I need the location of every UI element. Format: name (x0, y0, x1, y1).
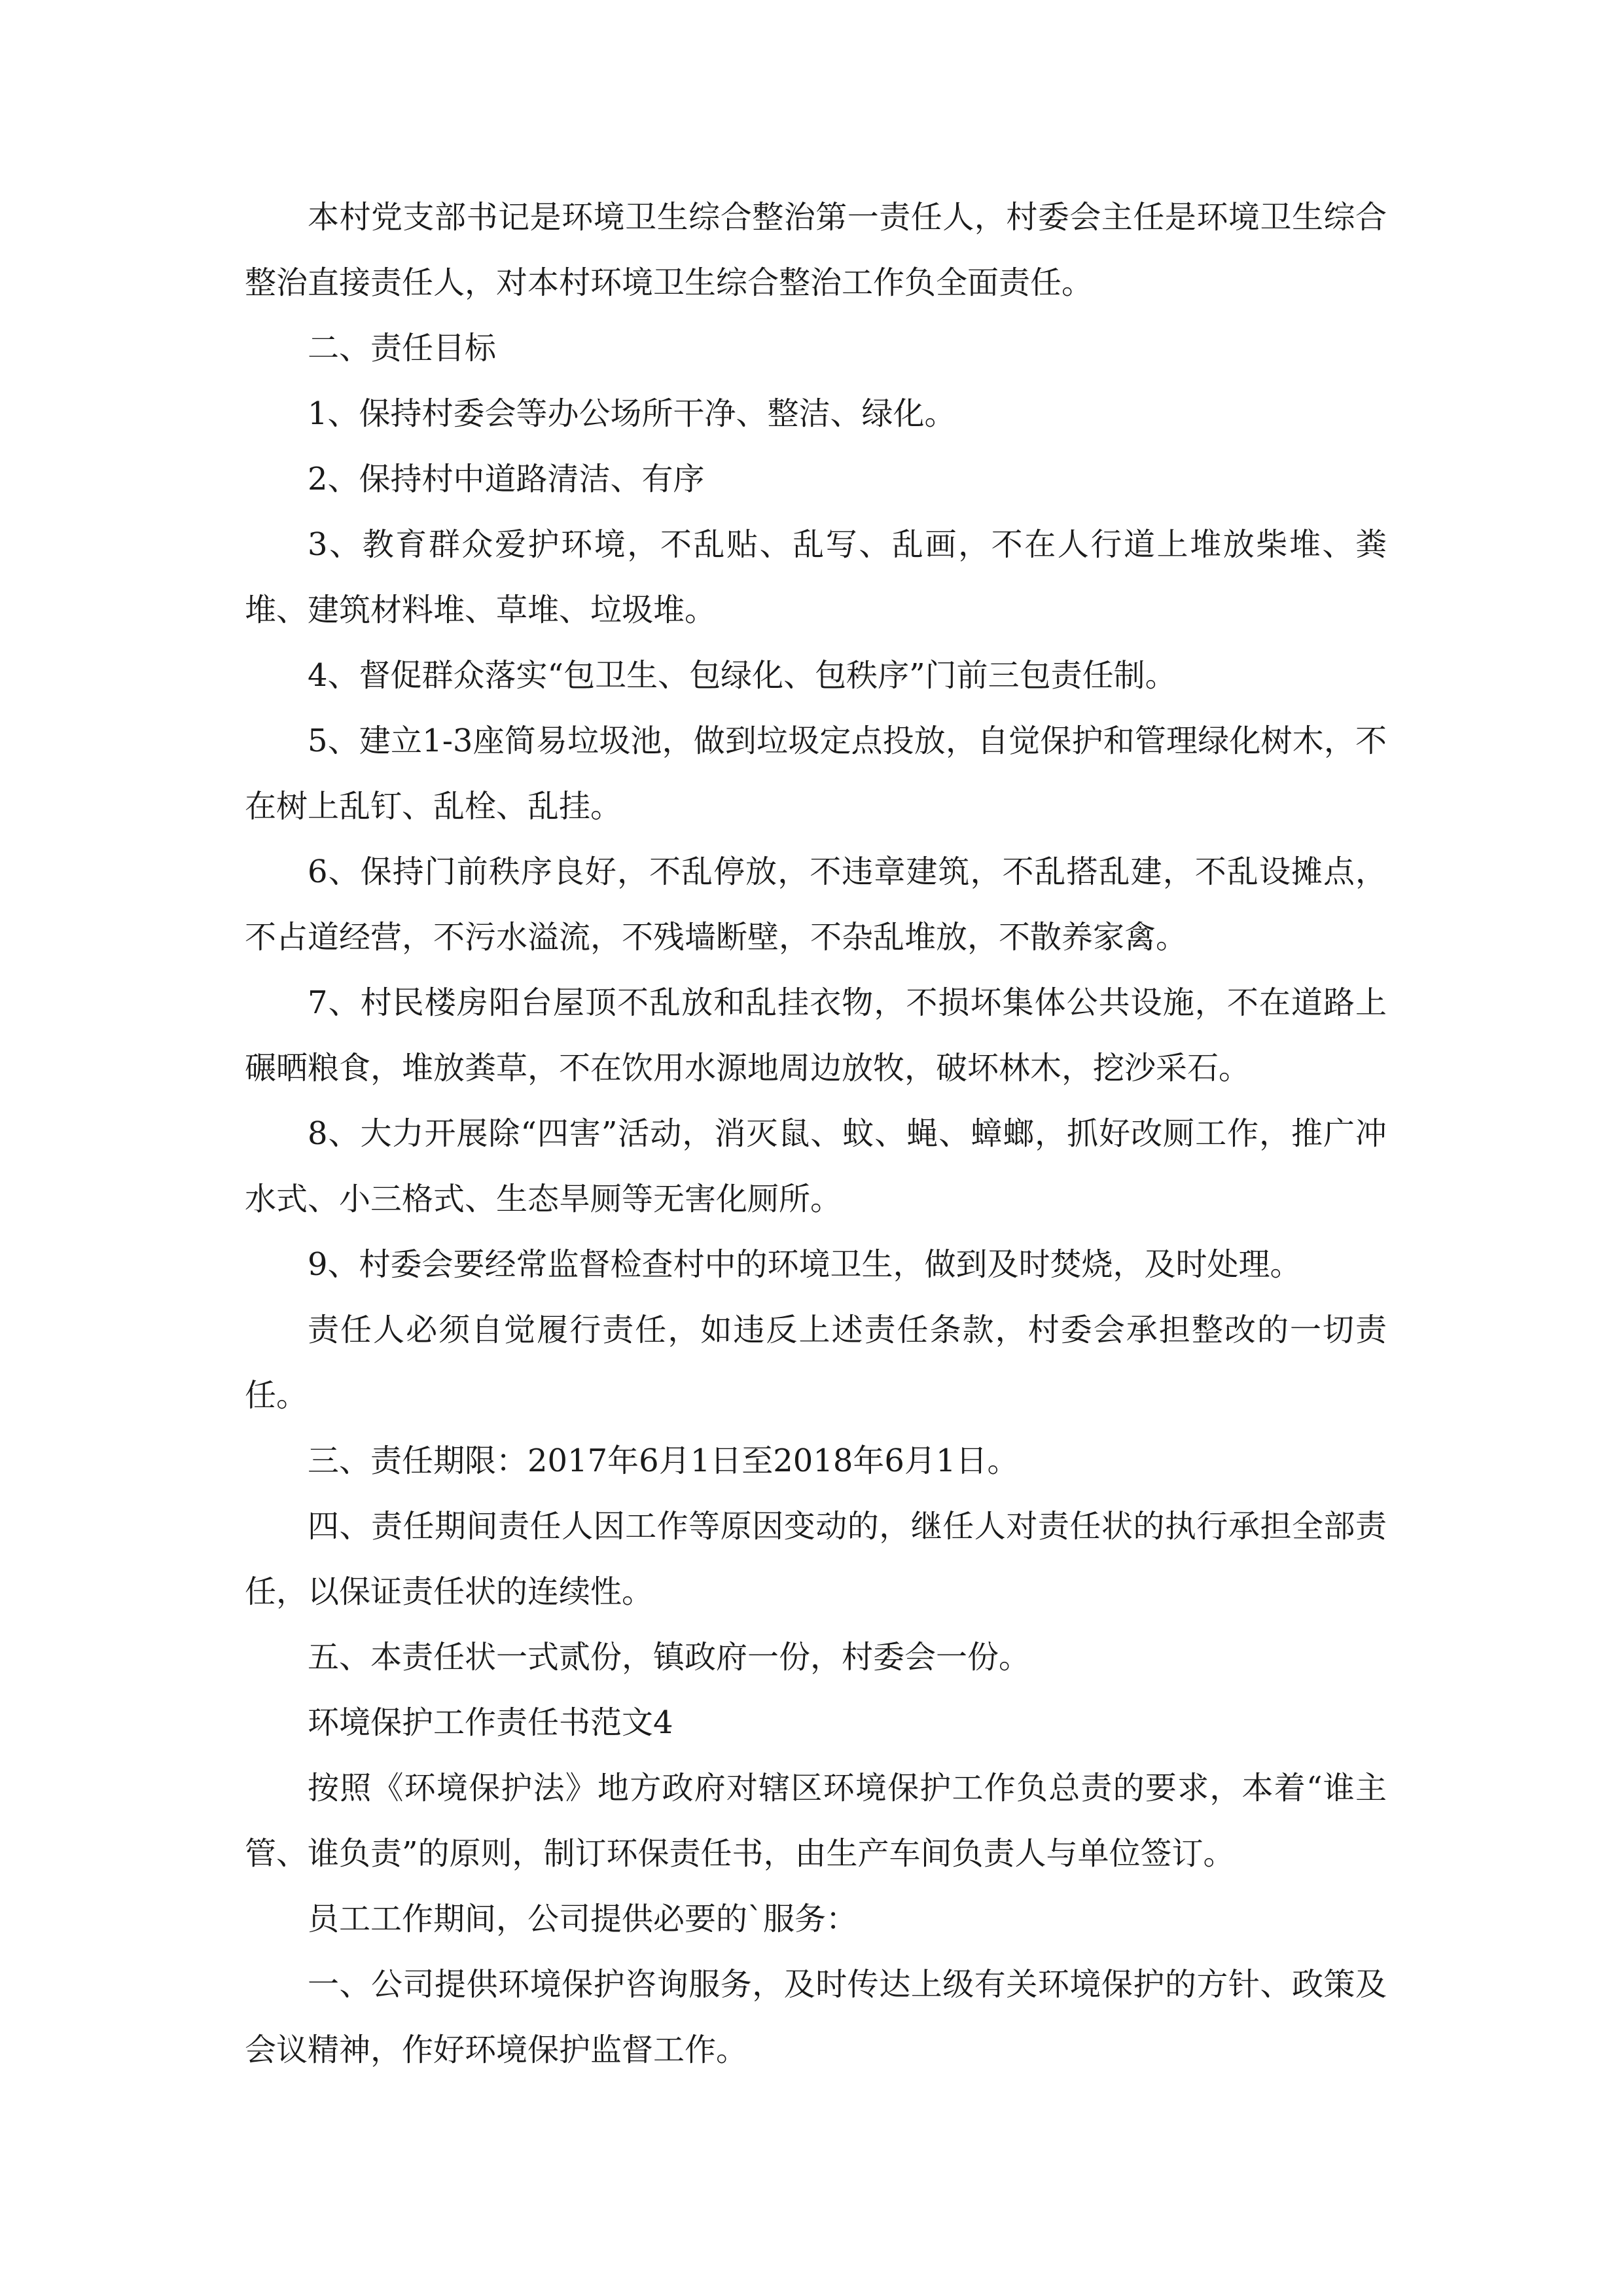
article-paragraph-1: 按照《环境保护法》地方政府对辖区环境保护工作负总责的要求，本着“谁主管、谁负责”的原则，制订环保责任书，由生产车间负责人与单位签订。 (245, 1770, 1387, 1872)
article-paragraph-2: 员工工作期间，公司提供必要的`服务： (308, 1901, 858, 1937)
section-heading-copies: 五、本责任状一式贰份，镇政府一份，村委会一份。 (308, 1639, 1031, 1676)
goal-item-7: 7、村民楼房阳台屋顶不乱放和乱挂衣物，不损坏集体公共设施，不在道路上碾晒粮食，堆放粪草，不在饮用水源地周边放牧，破坏林木，挖沙采石。 (245, 984, 1387, 1086)
goal-item-8: 8、大力开展除“四害”活动，消灭鼠、蚊、蝇、蟑螂，抓好改厕工作，推广冲水式、小三格式、生态旱厕等无害化厕所。 (245, 1115, 1387, 1217)
goal-item-9: 9、村委会要经常监督检查村中的环境卫生，做到及时焚烧，及时处理。 (308, 1246, 1302, 1283)
paragraph-1: 本村党支部书记是环境卫生综合整治第一责任人，村委会主任是环境卫生综合整治直接责任人，对本村环境卫生综合整治工作负全面责任。 (245, 199, 1387, 301)
section-heading-term: 三、责任期限：2017年6月1日至2018年6月1日。 (308, 1443, 1019, 1479)
section-heading-goals: 二、责任目标 (308, 330, 497, 367)
goal-item-6: 6、保持门前秩序良好，不乱停放，不违章建筑，不乱搭乱建，不乱设摊点，不占道经营，不污水溢流，不残墙断壁，不杂乱堆放，不散养家禽。 (245, 853, 1387, 956)
responsibility-note: 责任人必须自觉履行责任，如违反上述责任条款，村委会承担整改的一切责任。 (245, 1312, 1387, 1414)
article-paragraph-3: 一、公司提供环境保护咨询服务，及时传达上级有关环境保护的方针、政策及会议精神，作好环境保护监督工作。 (245, 1966, 1387, 2068)
goal-item-3: 3、教育群众爱护环境，不乱贴、乱写、乱画，不在人行道上堆放柴堆、粪堆、建筑材料堆、草堆、垃圾堆。 (245, 526, 1387, 628)
goal-item-2: 2、保持村中道路清洁、有序 (308, 461, 705, 497)
goal-item-4: 4、督促群众落实“包卫生、包绿化、包秩序”门前三包责任制。 (308, 657, 1177, 694)
goal-item-5: 5、建立1-3座简易垃圾池，做到垃圾定点投放，自觉保护和管理绿化树木，不在树上乱钉、乱栓、乱挂。 (245, 723, 1387, 825)
article-title: 环境保护工作责任书范文4 (308, 1704, 673, 1741)
section-heading-succession: 四、责任期间责任人因工作等原因变动的，继任人对责任状的执行承担全部责任，以保证责任状的连续性。 (245, 1508, 1387, 1610)
goal-item-1: 1、保持村委会等办公场所干净、整洁、绿化。 (308, 395, 956, 432)
document-body (245, 185, 1387, 2083)
